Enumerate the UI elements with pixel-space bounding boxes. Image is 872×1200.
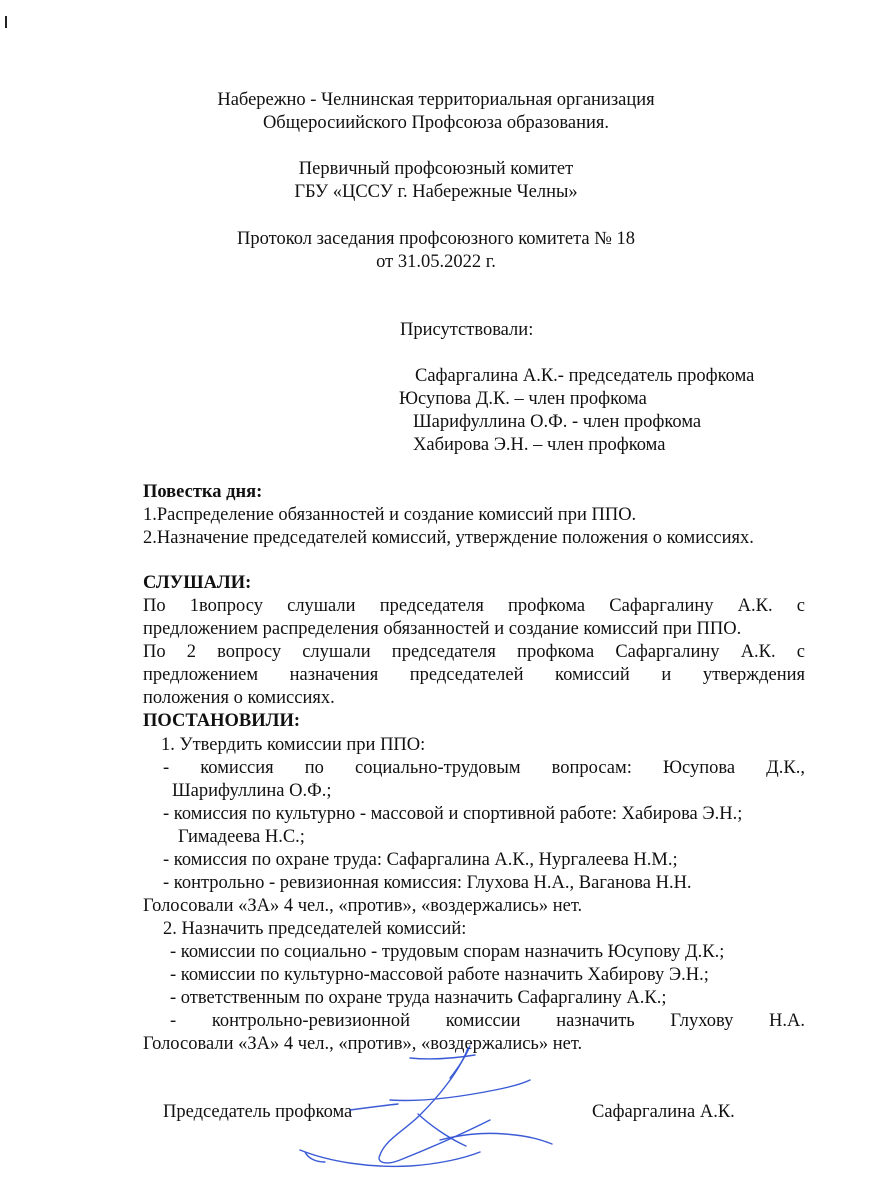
scan-edge-mark [5,16,7,28]
signer-role: Председатель профкома [163,1102,353,1122]
attendee: Сафаргалина А.К.- председатель профкома [415,366,755,386]
agenda-heading: Повестка дня: [143,482,263,502]
org-line-2: Общеросиийского Профсоюза образования. [262,113,610,133]
commission-line: Гимадеева Н.С.; [178,827,305,847]
chair-assignment: - комиссии по социально - трудовым спорам назначить Юсупову Д.К.; [170,942,725,962]
protocol-date: от 31.05.2022 г. [376,252,496,272]
agenda-item: 1.Распределение обязанностей и создание комиссий при ППО. [143,505,637,525]
attendee: Хабирова Э.Н. – член профкома [413,435,666,455]
resolved-item-2-title: 2. Назначить председателей комиссий: [163,919,467,939]
signer-name: Сафаргалина А.К. [592,1102,735,1122]
commission-line: - комиссия по социально-трудовым вопросам: Юсупова Д.К., [163,758,805,778]
heard-paragraph-1-line-1: По 1вопросу слушали председателя профкома Сафаргалину А.К. с [143,596,805,616]
protocol-title: Протокол заседания профсоюзного комитета № 18 [236,229,635,249]
org-line-1: Набережно - Челнинская территориальная организация [217,90,655,110]
attendee: Шарифуллина О.Ф. - член профкома [413,412,702,432]
chair-assignment: - комиссии по культурно-массовой работе назначить Хабирову Э.Н.; [170,965,709,985]
attendee: Юсупова Д.К. – член профкома [399,389,647,409]
heard-paragraph-2-line-2: предложением назначения председателей комиссий и утверждения [143,665,805,685]
vote-result-2: Голосовали «ЗА» 4 чел., «против», «воздержались» нет. [143,1034,583,1054]
vote-result-1: Голосовали «ЗА» 4 чел., «против», «воздержались» нет. [143,896,583,916]
chair-assignment: - контрольно-ревизионной комиссии назначить Глухову Н.А. [170,1011,805,1031]
heard-paragraph-2-line-1: По 2 вопросу слушали председателя профкома Сафаргалину А.К. с [143,642,805,662]
heard-heading: СЛУШАЛИ: [143,573,252,593]
heard-paragraph-1-line-2: предложением распределения обязанностей и создание комиссий при ППО. [143,619,742,639]
commission-line: - контрольно - ревизионная комиссия: Глухова Н.А., Ваганова Н.Н. [163,873,692,893]
commission-line: - комиссия по охране труда: Сафаргалина А.К., Нургалеева Н.М.; [163,850,678,870]
attendance-heading: Присутствовали: [400,320,534,340]
resolved-heading: ПОСТАНОВИЛИ: [143,711,300,731]
commission-line: Шарифуллина О.Ф.; [172,781,332,801]
committee-line-2: ГБУ «ЦССУ г. Набережные Челны» [294,182,578,202]
heard-paragraph-2-line-3: положения о комиссиях. [143,688,335,708]
committee-line-1: Первичный профсоюзный комитет [298,159,574,179]
agenda-item: 2.Назначение председателей комиссий, утверждение положения о комиссиях. [143,528,754,548]
resolved-item-1-title: 1. Утвердить комиссии при ППО: [161,735,426,755]
commission-line: - комиссия по культурно - массовой и спортивной работе: Хабирова Э.Н.; [163,804,743,824]
handwritten-signature [290,1040,560,1180]
chair-assignment: - ответственным по охране труда назначить Сафаргалину А.К.; [170,988,667,1008]
